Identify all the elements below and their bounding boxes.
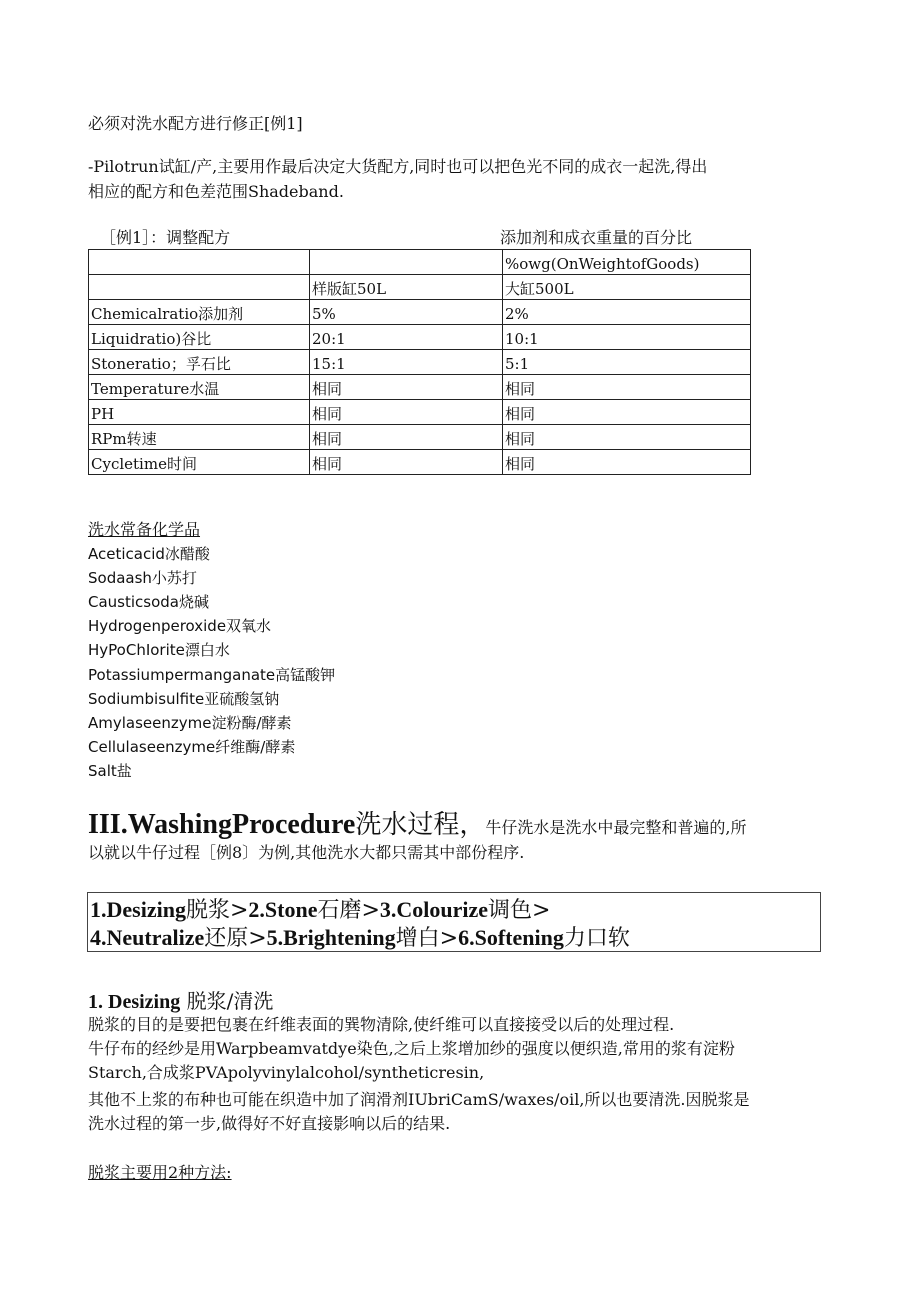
table-cell — [89, 275, 310, 300]
procedure-step-cn: 脱浆> — [185, 898, 249, 923]
table-caption-right: 添加剂和成衣重量的百分比 — [500, 228, 693, 247]
procedure-step-en: 6.Softening — [458, 925, 564, 950]
table-cell: Chemicalratio添加剂 — [89, 300, 310, 325]
chemical-item: Hydrogenperoxide双氧水 — [88, 617, 272, 635]
table-caption-left: ［例1］：调整配方 — [100, 228, 231, 247]
table-cell: 相同 — [310, 375, 503, 400]
table-cell: PH — [89, 400, 310, 425]
desizing-paragraph-2a: 牛仔布的经纱是用Warpbeamvatdye染色,之后上浆增加纱的强度以便织造,常用的浆有淀粉 — [88, 1039, 735, 1058]
table-cell: %owg(OnWeightofGoods) — [503, 250, 751, 275]
section-3-title-en: III.WashingProcedure — [88, 809, 356, 840]
table-cell: Liquidratio)谷比 — [89, 325, 310, 350]
table-row — [89, 375, 751, 400]
table-cell: 样版缸50L — [310, 275, 503, 300]
procedure-line-1 — [90, 896, 550, 925]
table-cell: 相同 — [310, 450, 503, 475]
procedure-step-cn: 石磨> — [317, 898, 380, 923]
table-row — [89, 300, 751, 325]
chemical-item: Sodaash小苏打 — [88, 569, 197, 587]
table-cell — [310, 250, 503, 275]
intro-line-2: -Pilotrun试缸/产,主要用作最后决定大货配方,同时也可以把色光不同的成衣一起洗,得出 — [88, 157, 708, 176]
table-cell: Cycletime时间 — [89, 450, 310, 475]
chemical-item: Cellulaseenzyme纤维酶/酵素 — [88, 738, 296, 756]
table-cell: 相同 — [503, 375, 751, 400]
table-row — [89, 425, 751, 450]
procedure-steps-box — [87, 892, 821, 952]
table-cell — [89, 250, 310, 275]
table-cell: 10:1 — [503, 325, 751, 350]
chemical-item: Sodiumbisulfite亚硫酸氢钠 — [88, 690, 280, 708]
desizing-paragraph-3b: 洗水过程的第一步,做得好不好直接影响以后的结果. — [88, 1114, 451, 1133]
table-cell: 15:1 — [310, 350, 503, 375]
desizing-methods-heading: 脱浆主要用2种方法: — [88, 1163, 232, 1182]
table-cell: 5:1 — [503, 350, 751, 375]
table-cell: 相同 — [310, 425, 503, 450]
desizing-paragraph-3a: 其他不上浆的布种也可能在织造中加了润滑剂IUbriCamS∕waxes∕oil,所以也要清洗.因脱浆是 — [88, 1090, 750, 1109]
chemical-item: Potassiumpermanganate高锰酸钾 — [88, 666, 336, 684]
table-cell: 大缸500L — [503, 275, 751, 300]
intro-line-1: 必须对洗水配方进行修正[例1] — [88, 114, 303, 133]
procedure-step-en: 2.Stone — [248, 897, 318, 922]
procedure-step-cn: 还原> — [204, 926, 267, 951]
table-row — [89, 325, 751, 350]
table-cell: 相同 — [310, 400, 503, 425]
section-3-intro: 牛仔洗水是洗水中最完整和普遍的,所 — [485, 818, 747, 837]
table-row — [89, 400, 751, 425]
desizing-heading-en: 1. Desizing — [88, 991, 181, 1013]
desizing-heading-cn: 脱浆/清洗 — [186, 989, 274, 1013]
table-cell: 20:1 — [310, 325, 503, 350]
table-cell: 相同 — [503, 450, 751, 475]
chemical-item: HyPoChIorite漂白水 — [88, 641, 230, 659]
table-row — [89, 250, 751, 275]
table-cell: Stoneratio；孚石比 — [89, 350, 310, 375]
procedure-step-cn: 增白> — [395, 926, 459, 951]
table-cell: 相同 — [503, 400, 751, 425]
table-cell: 相同 — [503, 425, 751, 450]
recipe-adjustment-table — [88, 249, 751, 475]
intro-line-3: 相应的配方和色差范围Shadeband. — [88, 182, 344, 201]
chemical-item: Amylaseenzyme淀粉酶/酵素 — [88, 714, 292, 732]
chemical-item: Causticsoda烧碱 — [88, 593, 209, 611]
table-cell: Temperature水温 — [89, 375, 310, 400]
table-row — [89, 275, 751, 300]
procedure-step-en: 4.Neutralize — [90, 925, 205, 950]
section-3-title-cn: 洗水过程， — [355, 810, 486, 840]
table-row — [89, 350, 751, 375]
desizing-paragraph-2b: Starch,合成浆PVApolyvinylalcohol/syntheticresin, — [88, 1063, 485, 1082]
procedure-step-en: 5.Brightening — [266, 925, 396, 950]
chemical-item: Aceticacid冰醋酸 — [88, 545, 210, 563]
table-cell: 2% — [503, 300, 751, 325]
table-row — [89, 450, 751, 475]
chemical-item: Salt盐 — [88, 762, 132, 780]
procedure-line-2 — [90, 924, 630, 953]
section-3-line-2: 以就以牛仔过程［例8〕为例,其他洗水大都只需其中部份程序. — [88, 843, 525, 862]
table-cell: 5% — [310, 300, 503, 325]
procedure-step-en: 3.Colourize — [379, 897, 489, 922]
procedure-step-en: 1.Desizing — [90, 897, 186, 922]
table-cell: RPm转速 — [89, 425, 310, 450]
chemicals-heading: 洗水常备化学品 — [88, 520, 201, 539]
procedure-step-cn: 调色> — [488, 898, 551, 923]
procedure-step-cn: 力口软 — [563, 926, 630, 951]
section-3-heading — [88, 804, 746, 841]
desizing-heading — [88, 985, 273, 1014]
desizing-paragraph-1: 脱浆的目的是要把包裹在纤维表面的巽物清除,使纤维可以直接接受以后的处理过程. — [88, 1015, 675, 1034]
